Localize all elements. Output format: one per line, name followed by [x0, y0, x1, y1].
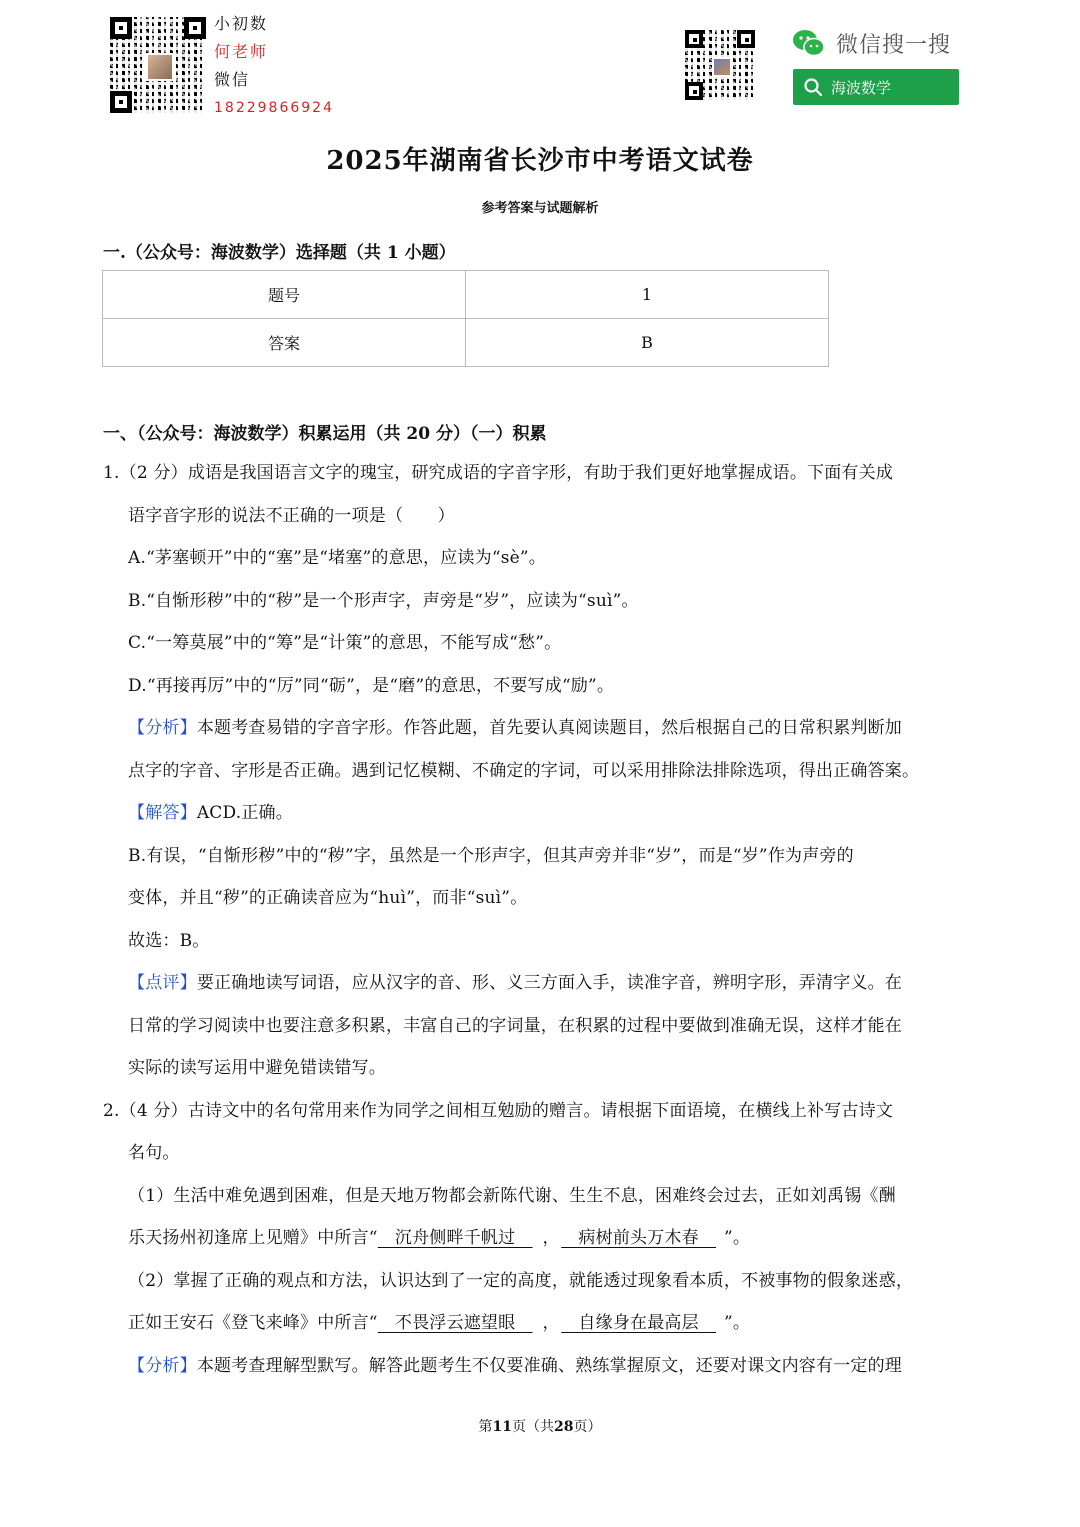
page-title: 2025年湖南省长沙市中考语文试卷: [326, 146, 754, 176]
q2-part1-line-1: （1）生活中难免遇到困难，但是天地万物都会新陈代谢、生生不息，困难终会过去，正如刘禹锡《酬: [128, 1185, 896, 1206]
q1-stem-line-2: 语字音字形的说法不正确的一项是（ ）: [128, 505, 455, 526]
q1-answer-line-2: B.有误，“自惭形秽”中的“秽”字，虽然是一个形声字，但其声旁并非“岁”，而是“岁”作为声旁的: [128, 845, 854, 866]
footer-prefix: 第: [478, 1419, 493, 1435]
q1-option-d: D.“再接再厉”中的“厉”同“砺”，是“磨”的意思，不要写成“励”。: [128, 675, 615, 696]
page-number: 11: [492, 1419, 512, 1435]
q2-analysis-line-1: [103, 1345, 919, 1388]
comment-text: 要正确地读写词语，应从汉字的音、形、义三方面入手，读准字音，辨明字形，弄清字义。在: [196, 973, 903, 993]
qr-code-contact: [110, 17, 206, 113]
q1-analysis-line-1: [103, 707, 919, 750]
q1-comment-line-1: [103, 962, 919, 1005]
wechat-icon: [792, 28, 826, 58]
q2-part1-line-2: [103, 1217, 919, 1260]
page-total: 28: [554, 1419, 574, 1435]
q2-part1-end: ”。: [724, 1228, 751, 1248]
footer-suffix: 页）: [573, 1419, 602, 1435]
answer-tag: 【解答】: [128, 803, 197, 823]
q2-separator: ，: [542, 1313, 552, 1333]
q2-part2-line-2: [103, 1302, 919, 1345]
q1-comment-line-2: 日常的学习阅读中也要注意多积累，丰富自己的字词量，在积累的过程中要做到准确无误，这样才能在: [128, 1015, 902, 1036]
search-icon: [803, 77, 823, 97]
handwrite-line-1: 小初数: [214, 14, 269, 33]
table-cell: 1: [466, 271, 829, 319]
q2-answer-blank: 病树前头万木春: [561, 1228, 717, 1248]
question-content: [103, 452, 919, 1387]
wechat-search-title: 微信搜一搜: [836, 33, 952, 58]
q2-separator: ，: [542, 1228, 552, 1248]
page-subtitle: 参考答案与试题解析: [481, 201, 599, 216]
qr-code-wechat: [685, 30, 755, 100]
q2-answer-blank: 自缘身在最高层: [561, 1313, 717, 1333]
page-footer: [0, 1416, 1080, 1436]
section-2-heading: 一、（公众号：海波数学）积累运用（共 20 分）（一）积累: [103, 424, 547, 444]
q1-analysis-line-2: 点字的字音、字形是否正确。遇到记忆模糊、不确定的字词，可以采用排除法排除选项，得出正确答案。: [128, 760, 920, 781]
q1-option-a: A.“茅塞顿开”中的“塞”是“堵塞”的意思，应读为“sè”。: [128, 548, 546, 568]
q1-option-c: C.“一筹莫展”中的“筹”是“计策”的意思，不能写成“愁”。: [128, 633, 562, 653]
answer-text: ACD.正确。: [196, 803, 293, 823]
analysis-text: 本题考查易错的字音字形。作答此题，首先要认真阅读题目，然后根据自己的日常积累判断加: [196, 718, 903, 738]
table-cell: B: [466, 319, 829, 367]
q2-answer-blank: 不畏浮云遮望眼: [377, 1313, 533, 1333]
q1-answer-line-4: 故选：B。: [128, 930, 210, 951]
footer-middle: 页（共: [512, 1419, 554, 1435]
handwrite-line-2: 何老师: [214, 42, 269, 61]
q1-stem-line-1: 1.（2 分）成语是我国语言文字的瑰宝，研究成语的字音字形，有助于我们更好地掌握成语。下面有关成: [103, 463, 894, 483]
handwrite-line-3: 微信: [214, 70, 251, 89]
q2-part2-prefix: 正如王安石《登飞来峰》中所言“: [128, 1313, 378, 1333]
q1-answer-line-3: 变体，并且“秽”的正确读音应为“huì”，而非“suì”。: [128, 888, 528, 908]
q2-stem-line-1: 2.（4 分）古诗文中的名句常用来作为同学之间相互勉励的赠言。请根据下面语境，在横线上补写古诗文: [103, 1100, 894, 1121]
section-1-heading: 一.（公众号：海波数学）选择题（共 1 小题）: [103, 243, 456, 263]
q1-comment-line-3: 实际的读写运用中避免错读错写。: [128, 1058, 386, 1078]
q2-part2-line-1: （2）掌握了正确的观点和方法，认识达到了一定的高度，就能透过现象看本质，不被事物的假象迷惑，: [128, 1270, 914, 1291]
search-label: 海波数学: [831, 78, 892, 97]
q1-option-b: B.“自惭形秽”中的“秽”是一个形声字，声旁是“岁”，应读为“suì”。: [128, 590, 639, 611]
q2-part1-prefix: 乐天扬州初逢席上见赠》中所言“: [128, 1228, 378, 1248]
q2-answer-blank: 沉舟侧畔千帆过: [377, 1228, 533, 1248]
wechat-search-button[interactable]: [793, 69, 959, 105]
table-cell: 题号: [103, 271, 466, 319]
comment-tag: 【点评】: [128, 973, 197, 993]
analysis-tag: 【分析】: [128, 718, 197, 738]
table-row: [103, 319, 829, 367]
table-cell: 答案: [103, 319, 466, 367]
handwrite-phone: 18229866924: [214, 100, 334, 116]
table-row: [103, 271, 829, 319]
q2-part2-end: ”。: [724, 1313, 751, 1333]
q1-answer-line-1: [103, 792, 919, 835]
q2-stem-line-2: 名句。: [128, 1143, 180, 1163]
analysis-tag: 【分析】: [128, 1355, 197, 1376]
analysis-text: 本题考查理解型默写。解答此题考生不仅要准确、熟练掌握原文，还要对课文内容有一定的理: [196, 1355, 903, 1376]
contact-handwriting: [214, 10, 334, 122]
answer-table: [102, 270, 829, 367]
